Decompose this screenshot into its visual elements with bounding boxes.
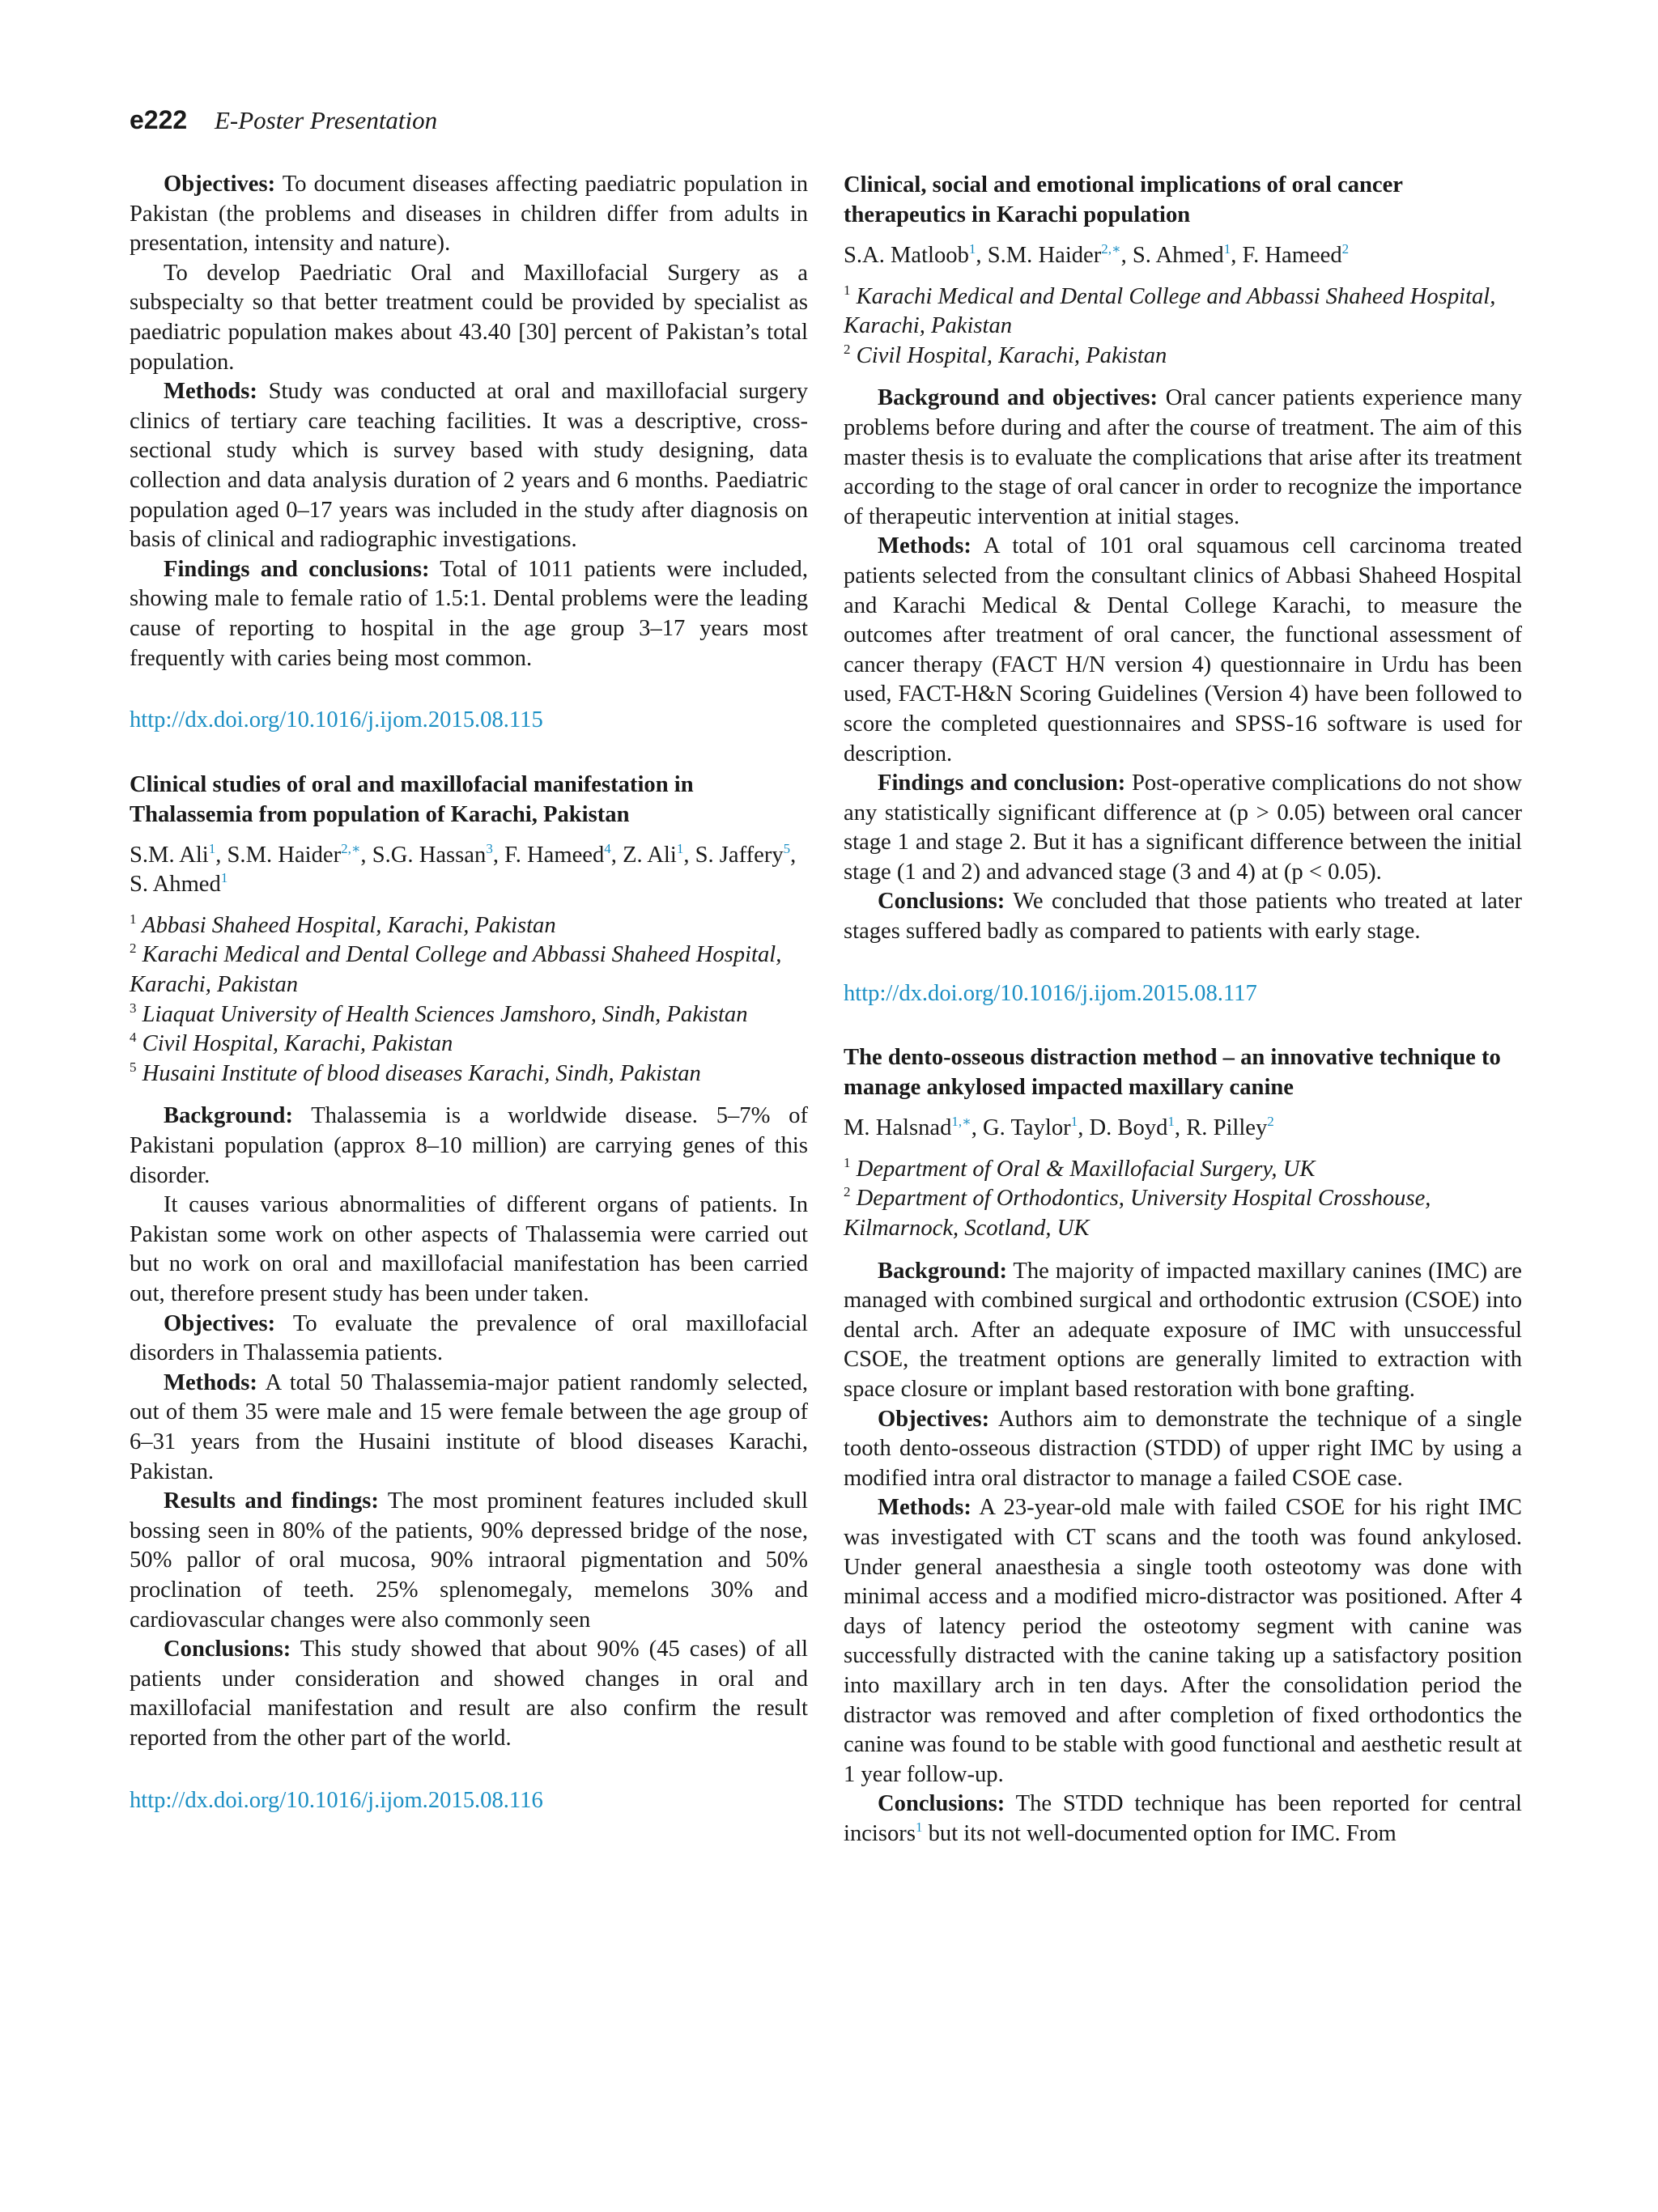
paragraph-label: Methods:: [878, 533, 971, 559]
affiliation-marker[interactable]: 1: [208, 840, 216, 856]
paragraph: [844, 384, 1522, 532]
paragraph-label: Background:: [164, 1103, 293, 1129]
page-number: e222: [130, 105, 188, 134]
paragraph: [130, 1487, 808, 1635]
paragraph-text: Total of 1011 patients were included, showing male to female ratio of 1.5:1. Dental problems were the leading cause of reporting to hospital in the age group 3–17 years most frequently with caries being most common.: [130, 556, 808, 671]
affiliation-marker[interactable]: 5: [783, 840, 791, 856]
right-column: [844, 170, 1522, 1849]
author-name: R. Pilley: [1186, 1115, 1268, 1141]
paragraph: [130, 1369, 808, 1487]
abstract-thalassemia: [130, 770, 808, 1815]
paragraph: [130, 555, 808, 673]
paragraph-text: Study was conducted at oral and maxillofacial surgery clinics of tertiary care teaching facilities. It was a descriptive, cross-sectional study which is survey based with study designing, data collection and data analysis duration of 2 years and 6 months. Paediatric population aged 0–17 years was included in the study after diagnosis on basis of clinical and radiographic investigations.: [130, 379, 808, 553]
affiliation-marker[interactable]: 4: [604, 840, 611, 856]
affiliation-text: Karachi Medical and Dental College and Abbassi Shaheed Hospital, Karachi, Pakistan: [130, 942, 782, 998]
affiliation-number: 4: [130, 1030, 137, 1046]
affiliation-text: Abbasi Shaheed Hospital, Karachi, Pakistan: [142, 912, 556, 938]
paragraph-label: Background and objectives:: [878, 385, 1158, 411]
affiliation-marker[interactable]: 1: [1223, 241, 1231, 257]
paragraph: [130, 1102, 808, 1191]
paragraph-text: Oral cancer patients experience many problems before during and after the course of treatment. The aim of this master thesis is to evaluate the complications that arise after its treatment according to the stage of oral cancer in order to recognize the importance of therapeutic intervention at initial stages.: [844, 385, 1522, 529]
author-name: G. Taylor: [983, 1115, 1071, 1141]
section-title: E-Poster Presentation: [214, 106, 438, 134]
abstract-distraction: [844, 1042, 1522, 1849]
author-name: Z. Ali: [623, 842, 677, 868]
author-name: S. Ahmed: [130, 872, 221, 898]
affiliation-text: Karachi Medical and Dental College and Abbassi Shaheed Hospital, Karachi, Pakistan: [844, 283, 1496, 339]
paragraph-text: Post-operative complications do not show any statistically significant difference at (p > 0.05) between oral cancer stage 1 and stage 2. But it has a significant difference between the initial stage (1 and 2) and advanced stage (3 and 4) at (p < 0.05).: [844, 771, 1523, 885]
affiliation-marker[interactable]: 2,∗: [1101, 241, 1121, 257]
affiliation-number: 2: [130, 940, 137, 957]
affiliation-text: Department of Oral & Maxillofacial Surgery, UK: [856, 1156, 1316, 1182]
affiliation-marker[interactable]: 1: [1167, 1114, 1175, 1130]
affiliation-text: Liaquat University of Health Sciences Jamshoro, Sindh, Pakistan: [142, 1001, 748, 1027]
paragraph-label: Methods:: [164, 379, 257, 405]
affiliation-number: 1: [844, 282, 851, 298]
affiliation-number: 1: [844, 1154, 851, 1170]
author-name: S. Jaffery: [695, 842, 784, 868]
paragraph-label: Methods:: [878, 1495, 971, 1521]
paragraph-text: The majority of impacted maxillary canines (IMC) are managed with combined surgical and orthodontic extrusion (CSOE) into dental arch. After an adequate exposure of IMC with unsuccessful CSOE, the treatment options are generally limited to extraction with space closure or implant based restoration with bone grafting.: [844, 1258, 1522, 1402]
affiliation: [130, 1059, 808, 1089]
paragraph-text: To develop Paedriatic Oral and Maxillofacial Surgery as a subspecialty so that better treatment could be provided by specialist as paediatric population makes about 43.40 [30] percent of Pakistan’s total population.: [130, 260, 808, 375]
affiliation-text: Husaini Institute of blood diseases Karachi, Sindh, Pakistan: [142, 1060, 701, 1086]
paragraph-text: A 23-year-old male with failed CSOE for his right IMC was investigated with CT scans and the tooth was found ankylosed. Under general anaesthesia a single tooth osteotomy was done with minimal access and a modified micro-distractor was positioned. After 4 days of latency period the osteotomy segment with canine was successfully distracted with the canine taking up a satisfactory position into maxillary arch in ten days. After the consolidation period the distractor was removed and after completion of fixed orthodontics the canine was found to be stable with good functional and aesthetic result at 1 year follow-up.: [844, 1495, 1522, 1787]
reference-marker[interactable]: 1: [915, 1819, 923, 1835]
paragraph-text: but its not well-documented option for IMC. From: [922, 1820, 1397, 1846]
affiliation: [844, 282, 1522, 342]
affiliation: [844, 1155, 1522, 1185]
paragraph: [130, 1191, 808, 1309]
affiliation-marker[interactable]: 2: [1267, 1114, 1274, 1130]
author-list: S.M. Ali$^1$, S.M. Haider$^{2,∗}$, S.G. Hassan$^3$, F. Hameed$^4$, Z. Ali$^1$, S. Jaffery$^5$, S. Ahmed$^1$: [130, 840, 797, 898]
paragraph-text: Authors aim to demonstrate the technique of a single tooth dento-osseous distraction (STDD) of upper right IMC by using a modified intra oral distractor to manage a failed CSOE case.: [844, 1406, 1522, 1491]
paragraph-label: Methods:: [164, 1369, 257, 1395]
doi-link[interactable]: http://dx.doi.org/10.1016/j.ijom.2015.08.116: [130, 1787, 543, 1813]
affiliation-number: 1: [130, 911, 137, 927]
affiliation: [130, 940, 808, 1000]
paragraph: [844, 532, 1522, 769]
paragraph-text: This study showed that about 90% (45 cases) of all patients under consideration and showed changes in oral and maxillofacial manifestation and result are also confirm the result reported from the other part of the world.: [130, 1637, 808, 1751]
paragraph: [844, 887, 1522, 946]
paragraph: [844, 1257, 1522, 1405]
affiliation-marker[interactable]: 2: [1341, 241, 1350, 257]
doi-link[interactable]: http://dx.doi.org/10.1016/j.ijom.2015.08.117: [844, 980, 1257, 1006]
doi-link[interactable]: http://dx.doi.org/10.1016/j.ijom.2015.08.115: [130, 707, 543, 733]
paragraph: [130, 1310, 808, 1369]
affiliation-marker[interactable]: 1: [220, 870, 228, 886]
paragraph-text: Thalassemia is a worldwide disease. 5–7% of Pakistani population (approx 8–10 million) are carrying genes of this disorder.: [130, 1103, 808, 1188]
author-name: F. Hameed: [1242, 243, 1342, 268]
author-name: D. Boyd: [1089, 1115, 1168, 1141]
affiliation-text: Civil Hospital, Karachi, Pakistan: [142, 1031, 453, 1057]
paragraph-text: A total of 101 oral squamous cell carcinoma treated patients selected from the consultant clinics of Abbasi Shaheed Hospital and Karachi Medical & Dental College Karachi, to measure the outcomes after treatment of oral cancer, the functional assessment of cancer therapy (FACT H/N version 4) questionnaire in Urdu has been used, FACT-H&N Scoring Guidelines (Version 4) have been followed to score the completed questionnaires and SPSS-16 software is used for description.: [844, 533, 1522, 766]
abstract-body: [844, 384, 1522, 946]
paragraph-label: Conclusions:: [878, 1791, 1005, 1817]
affiliation-marker[interactable]: 1: [1070, 1114, 1078, 1130]
affiliation-list: [844, 1155, 1522, 1244]
paragraph-label: Objectives:: [878, 1406, 990, 1432]
paragraph: [844, 1493, 1522, 1790]
affiliation: [844, 342, 1522, 371]
affiliation-text: Civil Hospital, Karachi, Pakistan: [856, 342, 1167, 368]
paragraph-label: Findings and conclusions:: [164, 556, 430, 582]
paragraph-text: A total 50 Thalassemia-major patient randomly selected, out of them 35 were male and 15 were female between the age group of 6–31 years from the Husaini institute of blood diseases Karachi, Pakistan.: [130, 1369, 808, 1484]
author-name: M. Halsnad: [844, 1115, 952, 1141]
author-name: S.M. Haider: [227, 842, 342, 868]
abstract-paediatric: [130, 170, 808, 736]
paragraph-text: The most prominent features included skull bossing seen in 80% of the patients, 90% depressed bridge of the nose, 50% pallor of oral mucosa, 90% intraoral pigmentation and 50% proclination of teeth. 25% splenomegaly, memelons 30% and cardiovascular changes were also commonly seen: [130, 1488, 808, 1632]
affiliation-marker[interactable]: 1,∗: [951, 1114, 971, 1130]
paragraph-text: To document diseases affecting paediatric population in Pakistan (the problems and diseases in children differ from adults in presentation, intensity and nature).: [130, 172, 808, 257]
abstract-body: [130, 1102, 808, 1753]
author-name: S.G. Hassan: [372, 842, 487, 868]
paragraph: [844, 769, 1522, 887]
author-name: F. Hameed: [504, 842, 605, 868]
paragraph-label: Objectives:: [164, 1310, 276, 1336]
abstract-title: Clinical, social and emotional implications of oral cancer therapeutics in Karachi population: [844, 172, 1403, 227]
affiliation-number: 2: [844, 1184, 851, 1200]
affiliation-marker[interactable]: 1: [968, 241, 976, 257]
affiliation-text: Department of Orthodontics, University Hospital Crosshouse, Kilmarnock, Scotland, UK: [844, 1186, 1431, 1242]
left-column: [130, 170, 808, 1815]
paragraph-label: Objectives:: [164, 172, 276, 197]
paragraph-label: Findings and conclusion:: [878, 771, 1126, 796]
affiliation-number: 3: [130, 1000, 137, 1016]
abstract-title: The dento-osseous distraction method – an innovative technique to manage ankylosed impacted maxillary canine: [844, 1045, 1501, 1101]
paragraph: [844, 1790, 1522, 1849]
author-name: S.M. Haider: [987, 243, 1102, 268]
author-name: S.A. Matloob: [844, 243, 969, 268]
affiliation-number: 5: [130, 1059, 137, 1075]
page-header: [130, 104, 1522, 139]
paragraph: [130, 1635, 808, 1753]
paragraph-label: Background:: [878, 1258, 1007, 1284]
abstract-oral-cancer: [844, 170, 1522, 1008]
abstract-body: [130, 170, 808, 673]
author-name: S.M. Ali: [130, 842, 209, 868]
affiliation-marker[interactable]: 1: [676, 840, 684, 856]
paragraph-text: We concluded that those patients who treated at later stages suffered badly as compared to patients with early stage.: [844, 889, 1522, 945]
paragraph-text: To evaluate the prevalence of oral maxillofacial disorders in Thalassemia patients.: [130, 1310, 808, 1366]
paragraph-text: It causes various abnormalities of different organs of patients. In Pakistan some work on other aspects of Thalassemia were carried out but no work on oral and maxillofacial manifestation has been carried out, therefore present study has been under taken.: [130, 1192, 808, 1306]
author-list: M. Halsnad$^{1,∗}$, G. Taylor$^1$, D. Boyd$^1$, R. Pilley$^2$: [844, 1114, 1274, 1141]
abstract-body: [844, 1257, 1522, 1790]
author-list: S.A. Matloob$^1$, S.M. Haider$^{2,∗}$, S. Ahmed$^1$, F. Hameed$^2$: [844, 241, 1350, 268]
paragraph: [844, 1405, 1522, 1494]
paragraph-label: Conclusions:: [164, 1637, 291, 1662]
paragraph: [130, 259, 808, 377]
paragraph: [130, 170, 808, 259]
abstract-title: Clinical studies of oral and maxillofacial manifestation in Thalassemia from population of Karachi, Pakistan: [130, 771, 694, 827]
affiliation: [130, 1000, 808, 1030]
affiliation-list: [844, 282, 1522, 371]
paragraph: [130, 377, 808, 555]
affiliation: [130, 911, 808, 941]
affiliation-marker[interactable]: 3: [486, 840, 493, 856]
affiliation-marker[interactable]: 2,∗: [341, 840, 361, 856]
paragraph-text: The STDD technique has been reported for central incisors: [844, 1791, 1522, 1846]
affiliation: [130, 1030, 808, 1059]
author-name: S. Ahmed: [1132, 243, 1224, 268]
paragraph-label: Results and findings:: [164, 1488, 379, 1514]
affiliation-number: 2: [844, 341, 851, 357]
affiliation-list: [130, 911, 808, 1089]
affiliation: [844, 1184, 1522, 1243]
paragraph-label: Conclusions:: [878, 889, 1005, 915]
